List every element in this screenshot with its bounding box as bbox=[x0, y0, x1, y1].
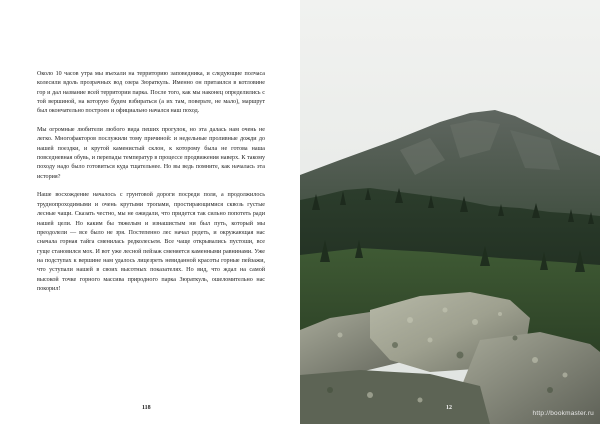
right-page bbox=[300, 0, 600, 424]
body-text bbox=[37, 70, 265, 294]
page-number-left: 118 bbox=[142, 405, 151, 411]
paragraph-3: Наше восхождение началось с грунтовой дороги посреди поля, а продолжилось труднопроходимыми и очень крутыми тропами, простирающимися сквозь густые лесные чащи. Сказать честно, мы не ожидали, что придется так сильно попотеть ради нашей цели. Но каким бы тяжелым и изнашистым ни был путь, который мы преодолели — все было не зря. Постепенно лес начал редеть, и окружающая нас сначала горная тайга сменилась редколесьем. Все чаще открывались пустоши, все гуще становился мох. И вот уже лесной пейзаж сменяется каменными равнинами. Уже на подступах к вершине нам удалось лицезреть невиданной красоты горные пейзажи, что уступали нашей в своих высотных показателях. Но вид, что ждал на самой высокой точке горного массива природного парка Зюраткуль, ошеломительно нас покорил! bbox=[37, 192, 265, 292]
page-number-right: 12 bbox=[446, 405, 452, 411]
mountain-photo bbox=[300, 0, 600, 424]
paragraph-1: Около 10 часов утра мы въехали на территорию заповедника, и следующие полчаса колесили вдоль прозрачных вод озера Зюраткуль. Именно он притаился в котловине гор и дал название всей территории парка. После того, как мы наконец определились с той вершиной, на которую будем взбираться (а их там, поверьте, не мало), маршрут был окончательно построен и официально начался наш поход. bbox=[37, 71, 265, 115]
paragraph-2: Мы огромные любители любого вида пеших прогулок, но эта далась нам очень не легко. Многофакторов послужили тому причиной: и недельные проливные дожди до нашей поездки, и крутой каменистый склон, к которому была не готова наша повседневная обувь, и перепады температур в процессе продвижения наверх. К такому походу надо было готовиться куда тщательнее. Но вы ведь помните, как началась эта история? bbox=[37, 127, 265, 180]
watermark: http://bookmaster.ru bbox=[532, 410, 594, 417]
